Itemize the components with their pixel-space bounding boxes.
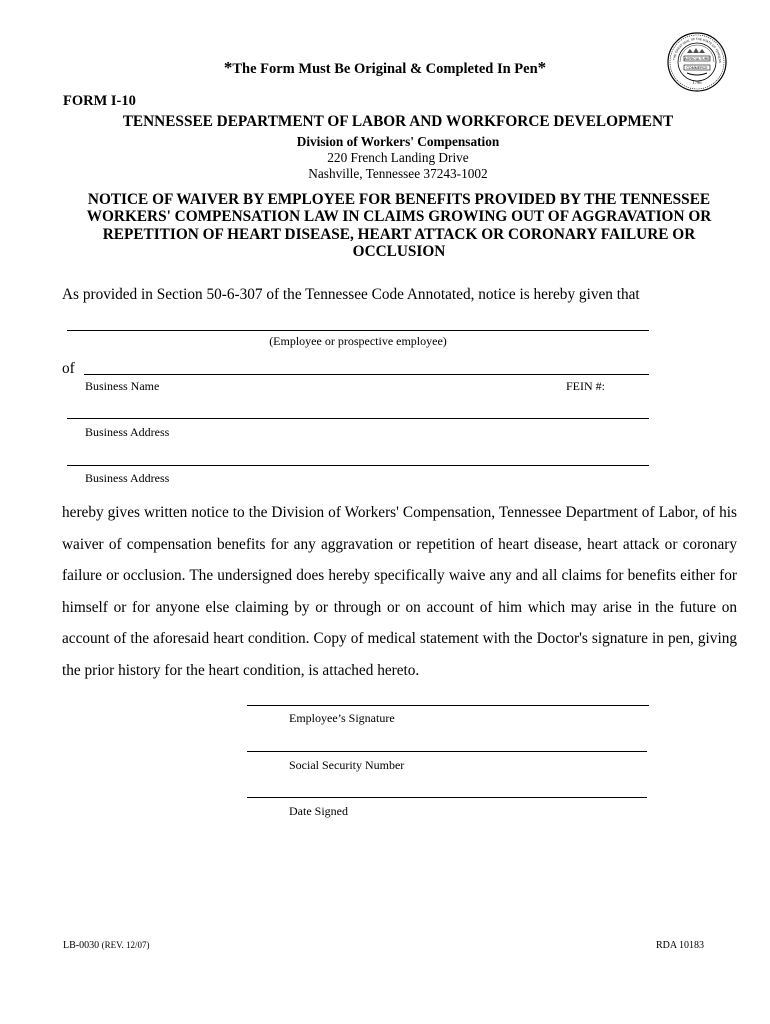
asterisk-right: * [537, 58, 547, 77]
department-name: TENNESSEE DEPARTMENT OF LABOR AND WORKFORCE DEVELOPMENT [122, 113, 674, 130]
form-code [63, 940, 149, 951]
date-signed-field[interactable] [247, 797, 647, 798]
title-line-1: NOTICE OF WAIVER BY EMPLOYEE FOR BENEFITS PROVIDED BY THE TENNESSEE [87, 191, 711, 208]
title-line-2: WORKERS' COMPENSATION LAW IN CLAIMS GROWING OUT OF AGGRAVATION OR [86, 208, 712, 226]
intro-statement: As provided in Section 50-6-307 of the Tennessee Code Annotated, notice is hereby given that [62, 286, 640, 303]
fein-label: FEIN #: [566, 379, 605, 393]
ssn-label: Social Security Number [289, 758, 405, 772]
title-line-4: OCCLUSION [352, 242, 446, 260]
waiver-line-2: waiver of compensation benefits for any aggravation or repetition of heart disease, heart attack or coronary [62, 535, 737, 553]
business-address-label-2: Business Address [85, 471, 170, 485]
business-name-field[interactable] [84, 374, 649, 375]
date-signed-label: Date Signed [289, 804, 348, 818]
asterisk-left: * [223, 58, 233, 77]
employee-label: (Employee or prospective employee) [269, 334, 447, 348]
business-address-field-1[interactable] [67, 418, 649, 419]
waiver-line-3: failure or occlusion. The undersigned does hereby specifically waive any and all claims for benefits either for [62, 567, 737, 584]
business-address-field-2[interactable] [67, 465, 649, 466]
seal-year-text: 1796 [692, 80, 702, 85]
title-line-3: REPETITION OF HEART DISEASE, HEART ATTACK OR CORONARY FAILURE OR [102, 225, 696, 243]
waiver-line-4: himself or for anyone else claiming by or through or on account of him which may arise in the future on [62, 598, 737, 616]
employee-name-field[interactable] [67, 330, 649, 331]
original-notice-text: The Form Must Be Original & Completed In Pen [232, 61, 538, 77]
business-name-label: Business Name [85, 379, 160, 393]
form-number: FORM I-10 [63, 93, 136, 109]
division-name: Division of Workers' Compensation [296, 134, 500, 149]
employee-signature-field[interactable] [247, 705, 649, 706]
form-revision: (REV. 12/07) [101, 940, 150, 950]
ssn-field[interactable] [247, 751, 647, 752]
of-label: of [62, 360, 75, 377]
waiver-statement [62, 497, 737, 686]
waiver-line-1: hereby gives written notice to the Division of Workers' Compensation, Tennessee Department of Labor, of his [62, 504, 737, 521]
form-code-number: LB-0030 [63, 940, 100, 951]
business-address-label-1: Business Address [85, 425, 170, 439]
seal-agriculture-text: AGRICULTURE [684, 57, 710, 61]
waiver-line-6: the prior history for the heart condition, is attached hereto. [62, 661, 420, 679]
notice-title [62, 191, 736, 260]
address-line-1: 220 French Landing Drive [327, 150, 469, 165]
rda-number: RDA 10183 [656, 940, 705, 951]
tennessee-state-seal-icon [667, 32, 727, 92]
seal-commerce-text: COMMERCE [686, 66, 708, 70]
original-notice [0, 58, 770, 78]
address-line-2: Nashville, Tennessee 37243-1002 [308, 166, 488, 181]
seal-arc-text: THE GREAT SEAL OF THE STATE OF TENNESS [672, 36, 723, 63]
waiver-line-5: account of the aforesaid heart condition. Copy of medical statement with the Doctor's signature in pen, giving [62, 630, 737, 647]
employee-signature-label: Employee’s Signature [289, 711, 395, 725]
